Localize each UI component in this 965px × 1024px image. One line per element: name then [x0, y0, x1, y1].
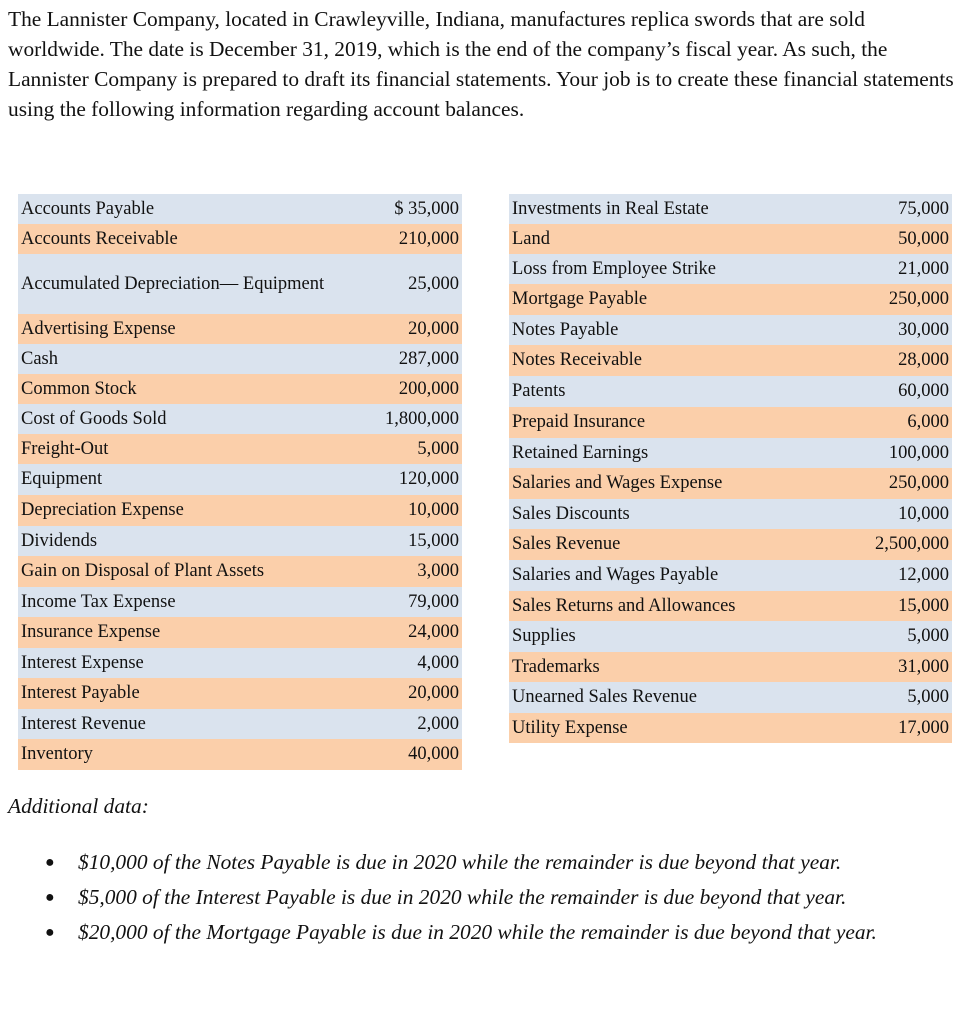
table-row [18, 495, 462, 526]
account-amount: 10,000 [408, 500, 459, 520]
table-row [18, 556, 462, 587]
account-name: Income Tax Expense [21, 591, 176, 612]
account-name: Notes Payable [512, 319, 619, 340]
account-amount: 79,000 [408, 591, 459, 612]
account-name: Interest Revenue [21, 713, 146, 734]
note-text: $10,000 of the Notes Payable is due in 2020 while the remainder is due beyond that year. [78, 850, 842, 874]
account-name: Sales Discounts [512, 503, 630, 524]
account-name: Utility Expense [512, 717, 628, 738]
account-name: Notes Receivable [512, 350, 642, 370]
table-row [509, 713, 952, 743]
account-name: Prepaid Insurance [512, 412, 646, 432]
table-row [509, 284, 952, 315]
account-amount: 12,000 [898, 565, 949, 585]
table-row [509, 499, 952, 529]
table-row [18, 194, 462, 224]
table-row [509, 376, 952, 407]
account-amount: 2,500,000 [875, 534, 949, 554]
account-name: Cost of Goods Sold [21, 408, 167, 429]
account-amount: 40,000 [408, 744, 459, 764]
table-row [509, 652, 952, 682]
table-row [509, 224, 952, 254]
bullet-icon: ● [45, 924, 55, 941]
table-row [509, 468, 952, 499]
table-row [18, 224, 462, 254]
account-name: Accounts Payable [21, 198, 155, 219]
additional-data-heading: Additional data: [8, 794, 149, 818]
account-amount: $ 35,000 [394, 198, 459, 219]
account-name: Trademarks [512, 656, 600, 677]
account-amount: 21,000 [898, 258, 949, 279]
account-amount: 4,000 [417, 652, 459, 673]
table-row [509, 591, 952, 621]
account-amount: 25,000 [408, 273, 459, 294]
table-row [18, 404, 462, 434]
account-amount: 20,000 [408, 318, 459, 339]
account-amount: 210,000 [398, 228, 459, 249]
account-amount: 28,000 [898, 350, 949, 370]
note-text: $5,000 of the Interest Payable is due in 2020 while the remainder is due beyond that year. [78, 885, 847, 909]
account-name: Interest Expense [21, 652, 144, 673]
account-amount: 30,000 [898, 319, 949, 340]
account-name: Salaries and Wages Expense [512, 473, 723, 493]
account-name: Dividends [21, 530, 98, 551]
account-name: Land [512, 228, 551, 249]
account-name: Loss from Employee Strike [512, 258, 716, 279]
account-name: Salaries and Wages Payable [512, 565, 719, 585]
table-row [18, 648, 462, 678]
account-name: Sales Revenue [512, 534, 621, 554]
account-name: Equipment [21, 469, 103, 489]
table-row [18, 587, 462, 617]
account-name: Mortgage Payable [512, 289, 648, 309]
account-amount: 1,800,000 [385, 408, 459, 429]
table-row [509, 345, 952, 376]
account-name: Freight-Out [21, 438, 109, 459]
account-name: Gain on Disposal of Plant Assets [21, 561, 265, 581]
list-item [45, 881, 958, 914]
account-amount: 120,000 [398, 469, 459, 489]
account-name: Inventory [21, 744, 93, 764]
account-name: Advertising Expense [21, 318, 176, 339]
account-name: Insurance Expense [21, 622, 161, 642]
account-amount: 15,000 [408, 530, 459, 551]
table-row [18, 678, 462, 709]
account-amount: 24,000 [408, 622, 459, 642]
account-amount: 3,000 [417, 561, 459, 581]
account-name: Patents [512, 381, 566, 401]
account-amount: 50,000 [898, 228, 949, 249]
account-amount: 17,000 [898, 717, 949, 738]
table-row [509, 560, 952, 591]
table-row [509, 529, 952, 560]
account-amount: 60,000 [898, 381, 949, 401]
table-row [18, 314, 462, 344]
account-name: Retained Earnings [512, 442, 649, 463]
additional-notes-list [45, 846, 958, 951]
account-name: Investments in Real Estate [512, 198, 709, 219]
table-row [509, 315, 952, 345]
account-name: Sales Returns and Allowances [512, 595, 736, 616]
account-name: Supplies [512, 626, 576, 646]
account-amount: 75,000 [898, 198, 949, 219]
account-amount: 200,000 [398, 378, 459, 399]
bullet-icon: ● [45, 889, 55, 906]
account-name: Accounts Receivable [21, 228, 178, 249]
left-account-table [18, 194, 462, 770]
account-name: Interest Payable [21, 683, 140, 703]
account-amount: 31,000 [898, 656, 949, 677]
table-row [18, 374, 462, 404]
table-row [18, 434, 462, 464]
table-row [18, 739, 462, 770]
account-amount: 5,000 [417, 438, 459, 459]
account-amount: 15,000 [898, 595, 949, 616]
table-row [18, 526, 462, 556]
table-row [18, 254, 462, 314]
table-row [509, 682, 952, 713]
account-amount: 6,000 [907, 412, 949, 432]
account-name: Depreciation Expense [21, 500, 184, 520]
account-amount: 287,000 [398, 348, 459, 369]
table-row [509, 621, 952, 652]
table-row [509, 438, 952, 468]
table-row [18, 344, 462, 374]
right-account-table [509, 194, 952, 743]
list-item [45, 846, 958, 879]
table-row [18, 464, 462, 495]
account-name: Common Stock [21, 378, 137, 399]
account-amount: 250,000 [888, 289, 949, 309]
note-text: $20,000 of the Mortgage Payable is due in 2020 while the remainder is due beyond that year. [78, 920, 877, 944]
table-row [509, 254, 952, 284]
account-name: Accumulated Depreciation— Equipment [21, 273, 325, 294]
account-amount: 20,000 [408, 683, 459, 703]
intro-paragraph: The Lannister Company, located in Crawleyville, Indiana, manufactures replica swords that are sold worldwide. The date is December 31, 2019, which is the end of the company’s fiscal year. As such, the Lannister Company is prepared to draft its financial statements. Your job is to create these financial statements using the following information regarding account balances. [8, 7, 954, 121]
account-name: Cash [21, 348, 58, 369]
account-amount: 5,000 [907, 626, 949, 646]
account-amount: 10,000 [898, 503, 949, 524]
account-amount: 2,000 [417, 713, 459, 734]
table-row [509, 407, 952, 438]
account-amount: 250,000 [888, 473, 949, 493]
table-row [18, 617, 462, 648]
table-row [18, 709, 462, 739]
list-item [45, 916, 958, 949]
table-row [509, 194, 952, 224]
bullet-icon: ● [45, 854, 55, 871]
account-amount: 5,000 [907, 687, 949, 707]
account-name: Unearned Sales Revenue [512, 687, 697, 707]
account-amount: 100,000 [888, 442, 949, 463]
